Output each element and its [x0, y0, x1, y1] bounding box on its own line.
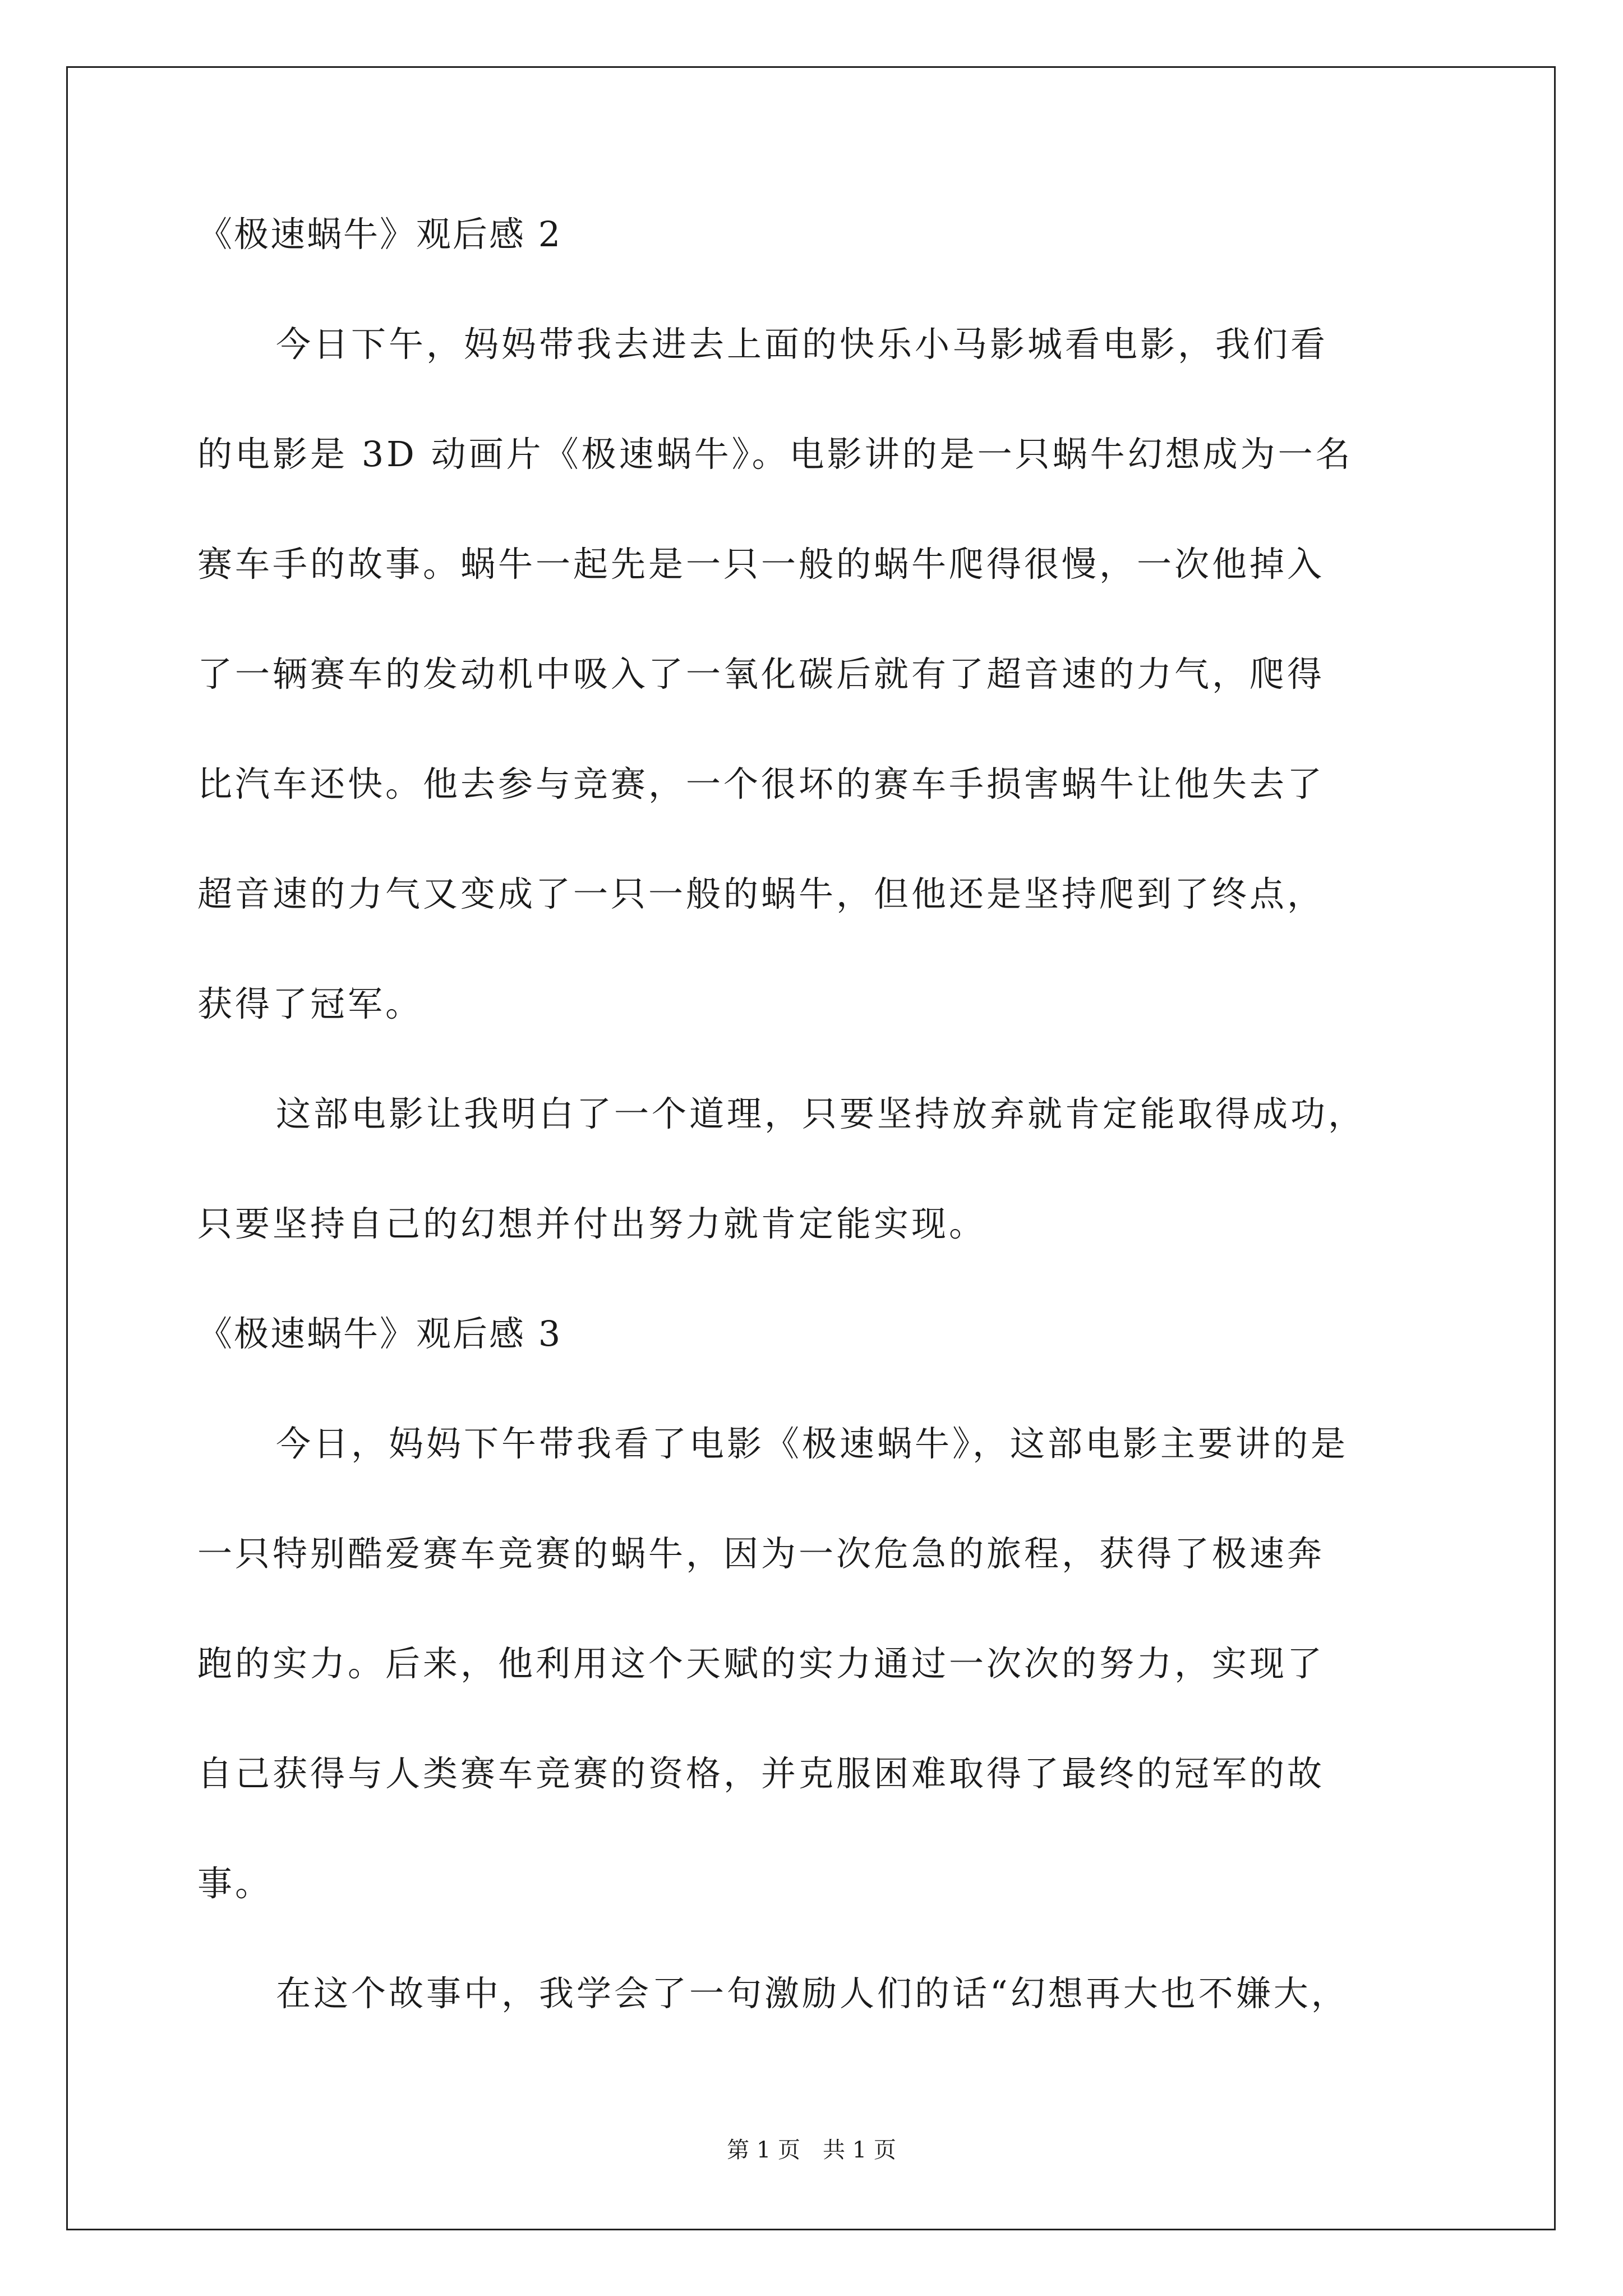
paragraph-line: 只要坚持自己的幻想并付出努力就肯定能实现。 [197, 1203, 987, 1244]
page-number-total: 共 1 页 [823, 2137, 896, 2163]
paragraph-line: 跑的实力。后来，他利用这个天赋的实力通过一次次的努力，实现了 [197, 1643, 1325, 1684]
paragraph-line: 超音速的力气又变成了一只一般的蜗牛，但他还是坚持爬到了终点， [197, 873, 1325, 914]
paragraph-line: 一只特别酷爱赛车竞赛的蜗牛，因为一次危急的旅程，获得了极速奔 [197, 1533, 1325, 1574]
paragraph-line: 了一辆赛车的发动机中吸入了一氧化碳后就有了超音速的力气，爬得 [197, 654, 1325, 694]
paragraph-line: 事。 [197, 1863, 273, 1904]
paragraph-line: 获得了冠军。 [197, 983, 423, 1024]
page-number-current: 第 1 页 [727, 2137, 800, 2163]
section-heading: 《极速蜗牛》观后感 3 [197, 1313, 562, 1354]
paragraph-line: 的电影是 3D 动画片《极速蜗牛》。电影讲的是一只蜗牛幻想成为一名 [197, 434, 1353, 475]
paragraph-line: 这部电影让我明白了一个道理，只要坚持放弃就肯定能取得成功， [276, 1093, 1366, 1134]
paragraph-line: 今日下午，妈妈带我去进去上面的快乐小马影城看电影，我们看 [276, 324, 1329, 365]
paragraph-line: 自己获得与人类赛车竞赛的资格，并克服困难取得了最终的冠军的故 [197, 1753, 1325, 1794]
paragraph-line: 比汽车还快。他去参与竞赛，一个很坏的赛车手损害蜗牛让他失去了 [197, 763, 1325, 804]
page-footer [0, 2136, 1623, 2164]
paragraph-line: 今日，妈妈下午带我看了电影《极速蜗牛》，这部电影主要讲的是 [276, 1423, 1349, 1464]
paragraph-line: 赛车手的故事。蜗牛一起先是一只一般的蜗牛爬得很慢，一次他掉入 [197, 544, 1325, 585]
document-body [197, 206, 1431, 2076]
paragraph-line: 在这个故事中，我学会了一句激励人们的话“幻想再大也不嫌大， [276, 1973, 1349, 2014]
section-heading: 《极速蜗牛》观后感 2 [197, 214, 562, 255]
